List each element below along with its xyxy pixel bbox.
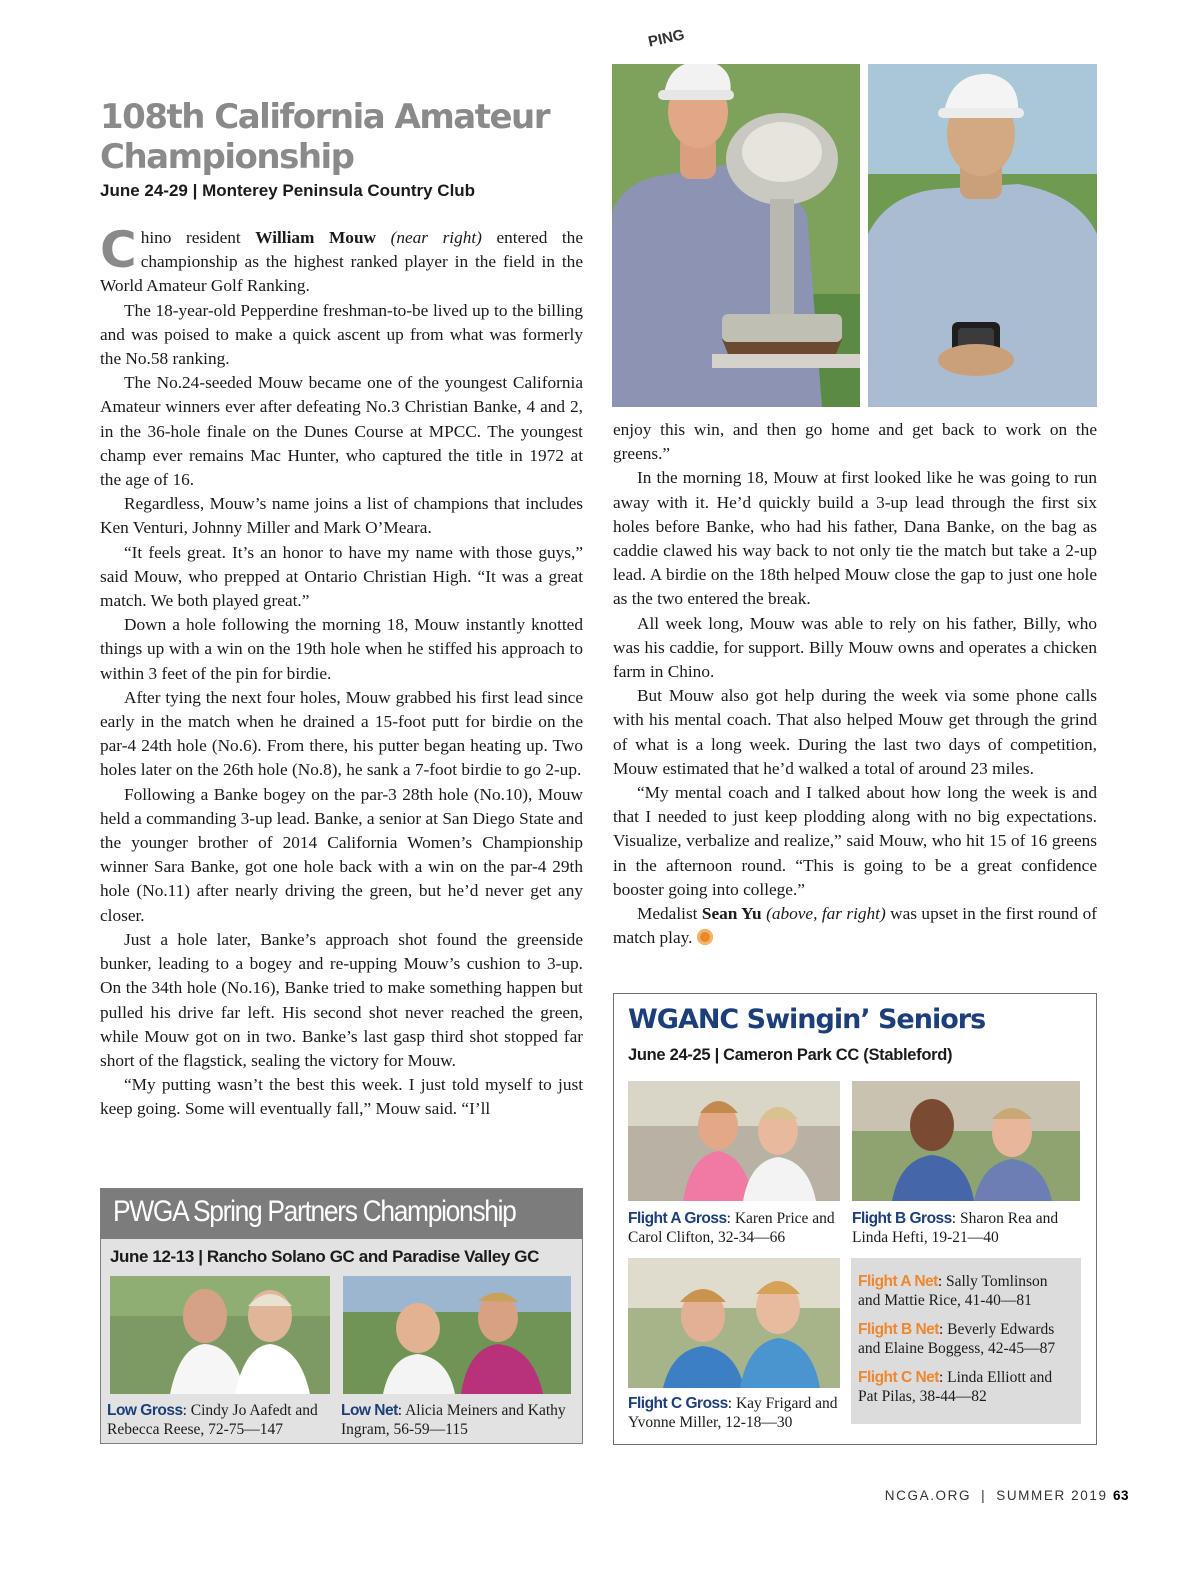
article-paragraph: “My putting wasn’t the best this week. I just told myself to just keep going. Some will eventually fall,” Mouw said. “I’ll [100, 1075, 583, 1119]
pwga-title: PWGA Spring Partners Championship [113, 1195, 516, 1228]
net-result-flight-b [858, 1320, 1070, 1358]
pwga-photo-1-illustration [110, 1276, 330, 1394]
mouw-illustration [612, 64, 860, 407]
cap-logo-text: PING [646, 26, 687, 51]
article-paragraph: enjoy this win, and then go home and get back to work on the greens.” [613, 420, 1097, 464]
wganc-photo-3-illustration [628, 1258, 840, 1388]
end-mark-icon [697, 929, 713, 945]
footer-site: NCGA.ORG [884, 1488, 972, 1503]
wganc-photo-1-illustration [628, 1081, 840, 1201]
photo-william-mouw [612, 64, 860, 407]
article-paragraph: Regardless, Mouw’s name joins a list of champions that includes Ken Venturi, Johnny Miller and Mark O’Meara. [100, 494, 583, 538]
caption-label: Low Gross [107, 1402, 183, 1419]
caption-label: Flight C Gross [628, 1395, 728, 1412]
caption-text: : Sharon Rea and Linda Hefti, 19-21—40 [852, 1210, 1059, 1246]
net-results-panel [851, 1258, 1081, 1424]
footer-separator: | [981, 1488, 987, 1503]
wganc-photo-flight-c-gross [628, 1258, 840, 1388]
wganc-title: WGANC Swingin’ Seniors [628, 1004, 986, 1035]
player-name: Sean Yu [701, 904, 762, 924]
photo-sean-yu [868, 64, 1097, 407]
article-paragraph: “It feels great. It’s an honor to have my name with those guys,” said Mouw, who prepped at Ontario Christian High. “It was a great match. We both played great.” [100, 542, 583, 611]
article-paragraph: “My mental coach and I talked about how long the week is and that I needed to just keep plodding along with no big expectations. Visualize, verbalize and realize,” said Mouw, who hit 15 of 16 greens in the afternoon round. “This is going to be a great confidence booster going into college.” [613, 783, 1097, 899]
page-number: 63 [1112, 1488, 1129, 1503]
article-paragraph: But Mouw also got help during the week via some phone calls with his mental coach. That also helped Mouw get through the grind of what is a long week. During the last two days of competition, Mouw estimated that he’d walked a total of around 23 miles. [613, 686, 1097, 778]
wganc-results-box [613, 993, 1097, 1445]
pwga-caption-low-gross [107, 1401, 332, 1439]
caption-label: Low Net [341, 1402, 398, 1419]
caption-label: Flight C Net [858, 1369, 939, 1386]
article-paragraph [100, 221, 583, 299]
article-subtitle: June 24-29 | Monterey Peninsula Country Club [100, 181, 476, 200]
article-paragraph: Following a Banke bogey on the par-3 28th hole (No.10), Mouw held a commanding 3-up lead. Banke, a senior at San Diego State and the younger brother of 2014 California Women’s Championship winner Sara Banke, got one hole back with a win on the par-4 29th hole (No.11) after nearly driving the green, but he’d never get any closer. [100, 784, 583, 925]
pwga-subtitle: June 12-13 | Rancho Solano GC and Paradise Valley GC [110, 1247, 539, 1266]
caption-label: Flight A Gross [628, 1210, 727, 1227]
net-result-flight-c [858, 1368, 1070, 1406]
wganc-subtitle: June 24-25 | Cameron Park CC (Stableford) [628, 1046, 953, 1064]
champion-photos [612, 26, 1097, 407]
drop-cap: C [100, 221, 137, 279]
paragraph-text: hino resident [140, 228, 256, 247]
caption-text: : Sally Tomlinson and Mattie Rice, 41-40—81 [858, 1273, 1048, 1309]
article-title: 108th California Amateur Championship [100, 97, 549, 177]
paragraph-text: Medalist [637, 904, 702, 924]
wganc-caption-flight-a-gross [628, 1209, 843, 1247]
article-paragraph: The No.24-seeded Mouw became one of the youngest California Amateur winners ever after defeating No.3 Christian Banke, 4 and 2, in the 36-hole finale on the Dunes Course at MPCC. The youngest champ ever remains Mac Hunter, who captured the title in 1972 at the age of 16. [100, 373, 583, 490]
player-name: William Mouw [255, 228, 377, 247]
wganc-photo-flight-a-gross [628, 1081, 840, 1201]
caption-text: : Linda Elliott and Pat Pilas, 38-44—82 [858, 1369, 1053, 1405]
pwga-photo-low-net [343, 1276, 571, 1394]
article-paragraph [613, 902, 1097, 950]
net-result-flight-a [858, 1272, 1070, 1310]
photo-reference: (above, far right) [766, 904, 886, 924]
article-column-left [100, 221, 583, 1122]
caption-text: : Beverly Edwards and Elaine Boggess, 42-45—87 [858, 1321, 1056, 1357]
wganc-caption-flight-c-gross [628, 1394, 843, 1432]
caption-text: : Kay Frigard and Yvonne Miller, 12-18—30 [628, 1395, 838, 1431]
caption-label: Flight A Net [858, 1273, 938, 1290]
pwga-photo-2-illustration [343, 1276, 571, 1394]
caption-label: Flight B Net [858, 1321, 939, 1338]
caption-label: Flight B Gross [852, 1210, 952, 1227]
caption-text: : Karen Price and Carol Clifton, 32-34—66 [628, 1210, 835, 1246]
pwga-header-bar [101, 1189, 582, 1239]
photo-reference: (near right) [390, 228, 482, 247]
wganc-photo-2-illustration [852, 1081, 1080, 1201]
article-paragraph: Down a hole following the morning 18, Mouw instantly knotted things up with a win on the 19th hole when he stiffed his approach to within 3 feet of the pin for birdie. [100, 615, 583, 683]
footer-issue: SUMMER 2019 [996, 1488, 1108, 1503]
pwga-photo-low-gross [110, 1276, 330, 1394]
pwga-caption-low-net [341, 1401, 573, 1439]
article-paragraph: The 18-year-old Pepperdine freshman-to-be lived up to the billing and was poised to make a quick ascent up from what was formerly the No.58 ranking. [100, 300, 583, 369]
article-paragraph: After tying the next four holes, Mouw grabbed his first lead since early in the match when he drained a 15-foot putt for birdie on the par-4 24th hole (No.6). From there, his putter began heating up. Two holes later on the 26th hole (No.8), he sank a 7-foot birdie to go 2-up. [100, 687, 583, 780]
page-footer [885, 1488, 1129, 1503]
article-paragraph: Just a hole later, Banke’s approach shot found the greenside bunker, leading to a bogey and re-upping Mouw’s cushion to 3-up. On the 34th hole (No.16), Banke tried to make something happen but pulled his drive far left. His second shot never reached the green, while Mouw got on in two. Banke’s last gasp third shot stopped far short of the flagstick, sealing the victory for Mouw. [100, 929, 583, 1070]
pwga-results-box [100, 1188, 583, 1444]
wganc-photo-flight-b-gross [852, 1081, 1080, 1201]
paragraph-text: entered the championship as the highest ranked player in the field in the World Amateur Golf Ranking. [100, 228, 583, 296]
caption-text: : Cindy Jo Aafedt and Rebecca Reese, 72-75—147 [107, 1402, 318, 1438]
article-paragraph: All week long, Mouw was able to rely on his father, Billy, who was his caddie, for support. Billy Mouw owns and operates a chicken farm in Chino. [613, 613, 1097, 682]
paragraph-text: was upset in the first round of match play. [613, 904, 1097, 948]
article-paragraph: In the morning 18, Mouw at first looked like he was going to run away with it. He’d quickly build a 3-up lead through the first six holes before Banke, who had his father, Dana Banke, on the bag as caddie clawed his way back to not only tie the match but take a 2-up lead. A birdie on the 18th helped Mouw close the gap to just one hole as the two entered the break. [613, 468, 1097, 609]
yu-illustration [868, 64, 1097, 407]
wganc-caption-flight-b-gross [852, 1209, 1082, 1247]
article-column-right [613, 418, 1097, 950]
caption-text: : Alicia Meiners and Kathy Ingram, 56-59—115 [341, 1402, 566, 1438]
